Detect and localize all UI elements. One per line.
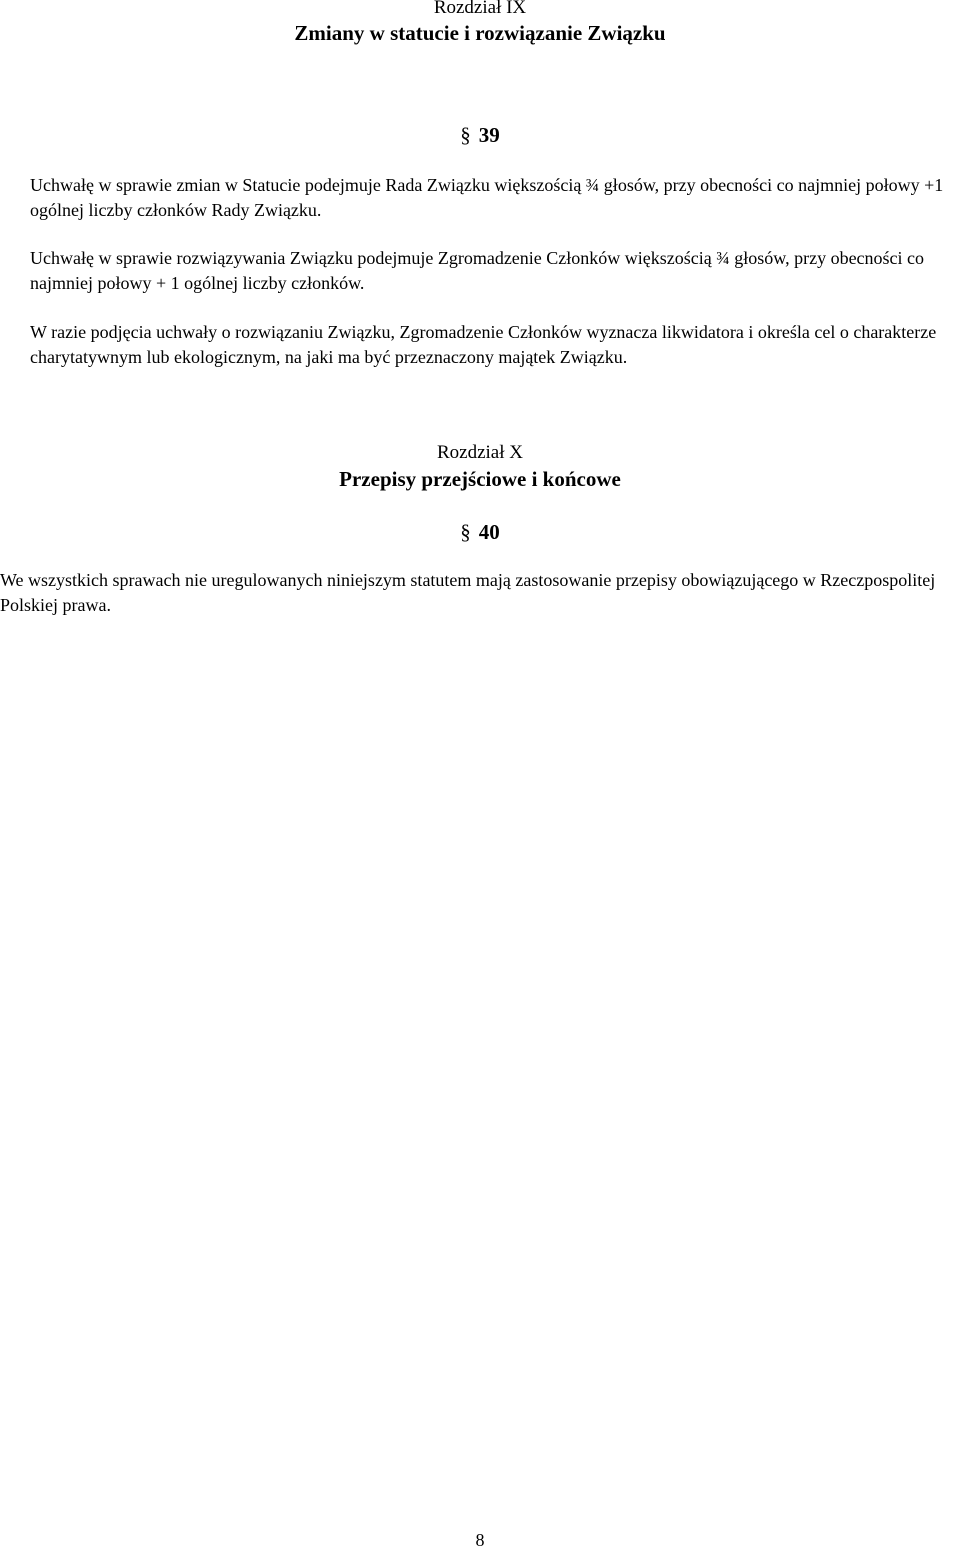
list-item-number — [0, 173, 30, 198]
section-symbol: § — [460, 520, 471, 544]
chapter-10-title: Przepisy przejściowe i końcowe — [339, 467, 621, 491]
list-item — [0, 173, 960, 222]
list-item-text: Uchwałę w sprawie rozwiązywania Związku podejmuje Zgromadzenie Członków większością ¾ głosów, przy obecności co najmniej połowy + 1 ogólnej liczby członków. — [30, 248, 925, 293]
list-item — [0, 320, 960, 369]
section-39-heading — [0, 123, 960, 147]
list-item-text: Uchwałę w sprawie zmian w Statucie podejmuje Rada Związku większością ¾ głosów, przy obecności co najmniej połowy +1 ogólnej liczby członków Rady Związku. — [30, 175, 944, 220]
chapter-9-title: Zmiany w statucie i rozwiązanie Związku — [294, 21, 666, 45]
section-number: 40 — [478, 520, 500, 544]
section-symbol: § — [460, 123, 471, 147]
section-number: 39 — [478, 123, 500, 147]
section-40-heading — [0, 520, 960, 544]
list-item — [0, 246, 960, 295]
page-number: 8 — [475, 1530, 485, 1550]
chapter-10-label: Rozdział X — [436, 442, 523, 463]
chapter-9-label: Rozdział IX — [433, 0, 527, 18]
list-item-number — [0, 246, 30, 271]
list-item-text: W razie podjęcia uchwały o rozwiązaniu Związku, Zgromadzenie Członków wyznacza likwidatora i określa cel o charakterze charytatywnym lub ekologicznym, na jaki ma być przeznaczony majątek Związku. — [30, 322, 937, 367]
list-item-number — [0, 320, 30, 345]
section-40-text: We wszystkich sprawach nie uregulowanych niniejszym statutem mają zastosowanie przepisy obowiązującego w Rzeczpospolitej Polskiej prawa. — [0, 570, 936, 615]
